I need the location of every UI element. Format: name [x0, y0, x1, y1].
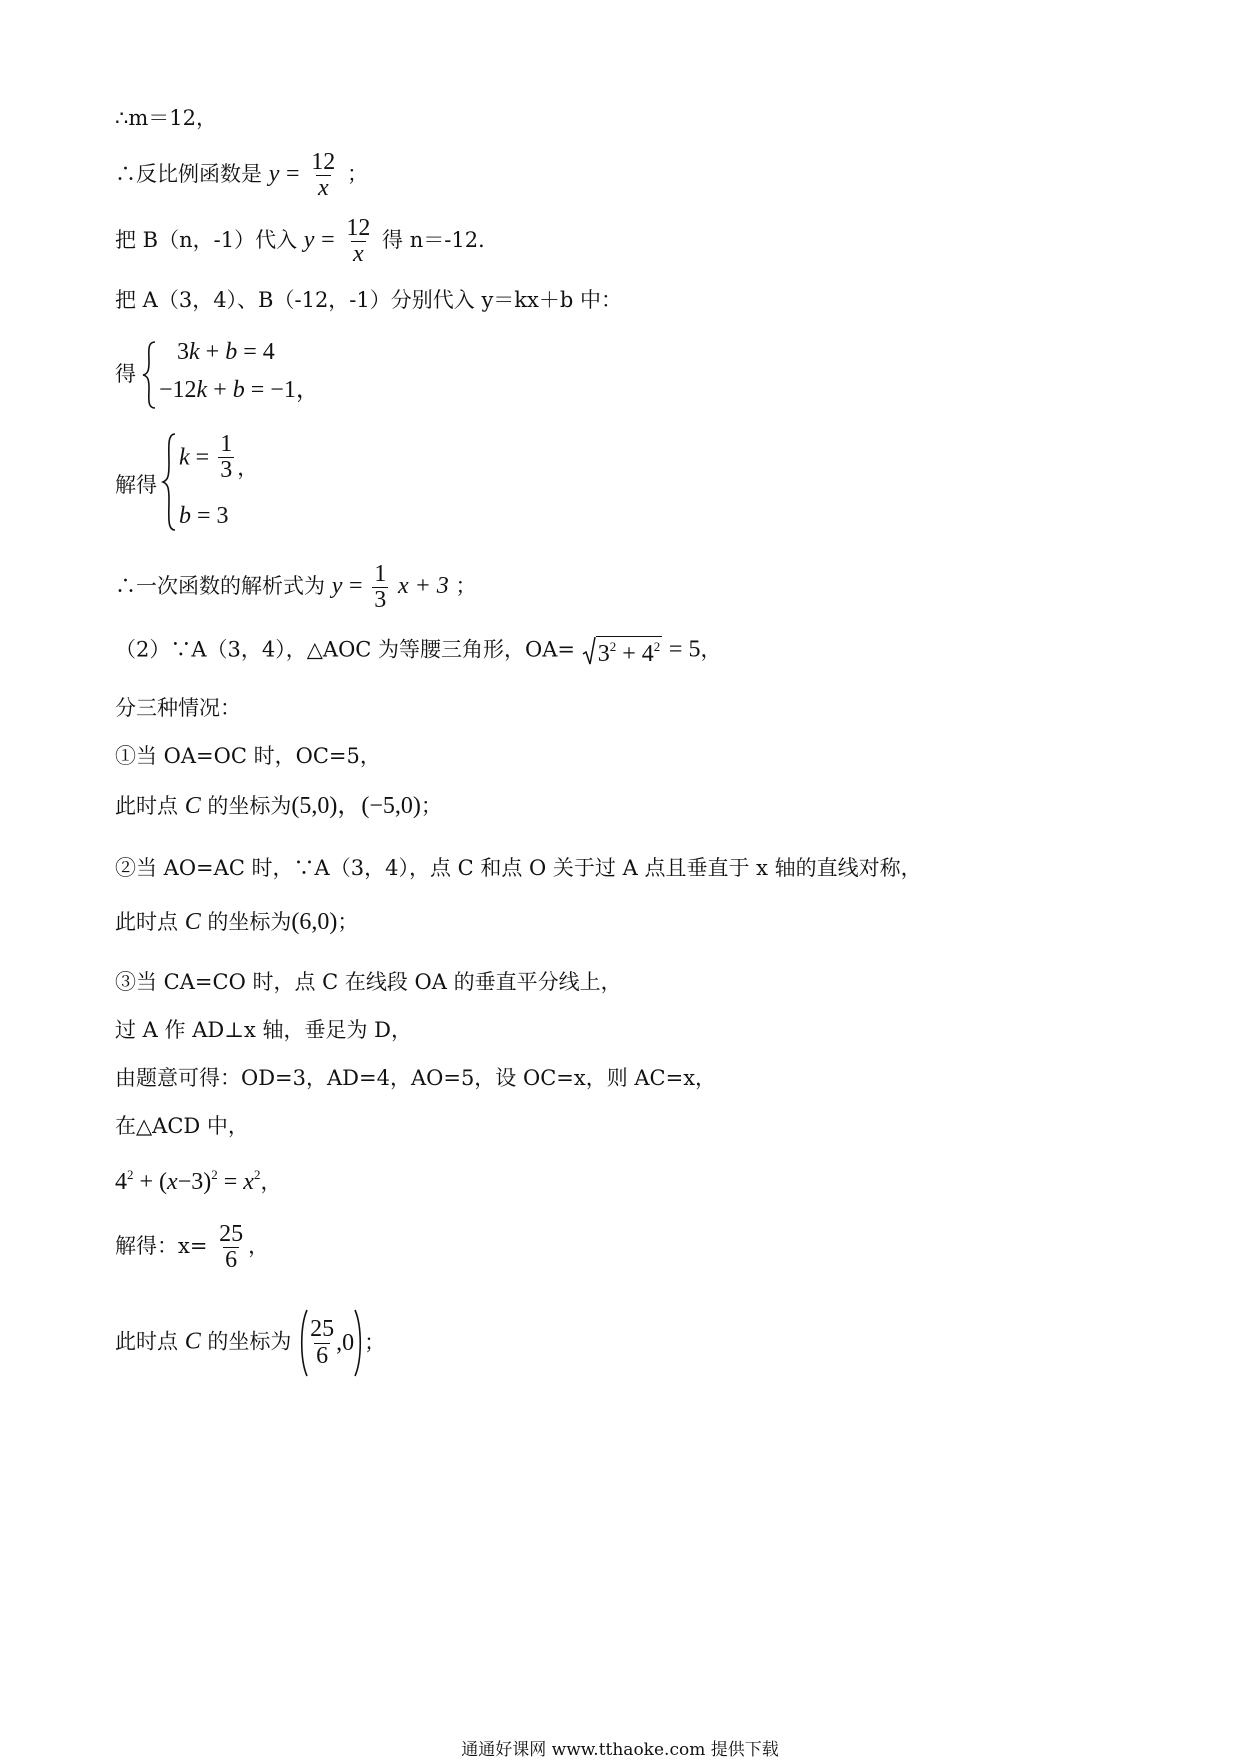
line-case3: ③当 CA=CO 时，点 C 在线段 OA 的垂直平分线上， — [115, 970, 622, 994]
left-brace — [161, 432, 177, 532]
comma: ， — [700, 637, 722, 662]
var-x: x — [167, 1169, 178, 1195]
left-brace — [141, 340, 157, 410]
footer-watermark: 通通好课网 www.tthaoke.com 提供下载 — [461, 1740, 779, 1760]
result: = 5 — [668, 636, 701, 663]
text: 此时点 — [115, 1329, 178, 1354]
coef: 3 — [177, 339, 189, 365]
numerator: 25 — [310, 1316, 335, 1343]
line-case3-coords — [115, 1308, 385, 1378]
exp: 2 — [127, 1167, 134, 1182]
fraction-12-over-x — [309, 150, 337, 201]
line-three-cases: 分三种情况： — [115, 696, 241, 720]
numerator: 1 — [374, 561, 387, 587]
var-b: b — [179, 503, 191, 529]
fraction-25-over-6 — [217, 1222, 245, 1273]
eq-sign: = — [286, 161, 300, 188]
exp: 2 — [609, 639, 617, 654]
text: 得 — [115, 362, 136, 386]
fraction-1-over-3 — [218, 432, 234, 483]
line-given: 由题意可得：OD=3，AD=4，AO=5，设 OC=x，则 AC=x， — [115, 1066, 717, 1090]
comma: ， — [248, 1234, 270, 1259]
eq-sign: = — [195, 444, 210, 471]
var-k: k — [189, 339, 200, 365]
denominator: 6 — [225, 1247, 238, 1274]
right-paren — [354, 1308, 364, 1378]
coordinates: (5,0)，(−5,0) — [291, 793, 421, 819]
coordinate-y: ,0 — [336, 1330, 355, 1356]
semicolon: ； — [420, 794, 442, 818]
eq-sign: = — [349, 573, 363, 600]
fraction-12-over-x — [344, 216, 372, 267]
line-case1-coords — [115, 794, 442, 818]
var-k: k — [196, 377, 208, 403]
radical-sign — [582, 636, 596, 666]
var-b: b — [232, 377, 245, 403]
denominator: 6 — [316, 1342, 329, 1369]
text: ； — [455, 574, 477, 599]
var-y: y — [303, 227, 315, 254]
text: 的坐标为 — [207, 910, 292, 934]
solution-b — [179, 504, 229, 528]
base: 4 — [115, 1169, 127, 1195]
base: + 4 — [622, 641, 654, 667]
fraction-25-over-6 — [308, 1317, 336, 1368]
plus: + — [213, 377, 227, 403]
exp: 2 — [211, 1167, 218, 1182]
text: ∴一次函数的解析式为 — [115, 574, 325, 599]
text: 解得 — [115, 473, 157, 497]
paren: ( — [159, 1169, 168, 1195]
line-substitute-ab: 把 A（3，4）、B（-12，-1）分别代入 y＝kx＋b 中： — [115, 288, 622, 312]
line-m-value: ∴m＝12， — [115, 106, 217, 130]
numerator: 1 — [220, 431, 233, 457]
var-y: y — [331, 573, 343, 600]
numerator: 12 — [346, 215, 371, 241]
line-linear-function — [115, 562, 477, 613]
text: 此时点 — [115, 794, 178, 818]
line-case1: ①当 OA=OC 时，OC=5， — [115, 744, 381, 768]
text: 把 B（n，-1）代入 — [115, 228, 298, 253]
linear-tail: x + 3 — [397, 573, 449, 600]
base: 3 — [597, 641, 610, 667]
var-c: C — [184, 793, 201, 819]
line-in-triangle: 在△ACD 中， — [115, 1114, 249, 1138]
coordinates: (6,0) — [291, 909, 338, 935]
semicolon: ； — [364, 1330, 386, 1355]
semicolon: ； — [337, 910, 359, 934]
line-inverse-function — [115, 150, 368, 201]
line-part2-oa — [115, 636, 721, 666]
line-solve-x — [115, 1222, 269, 1273]
text: 的坐标为 — [207, 794, 292, 818]
fraction-1-over-3 — [372, 562, 388, 613]
rhs: = 4 — [243, 339, 275, 365]
text: 的坐标为 — [207, 1329, 292, 1354]
exp: 2 — [253, 1167, 261, 1182]
var-c: C — [184, 1328, 201, 1355]
var-k: k — [179, 444, 190, 471]
plus: + — [139, 1169, 154, 1195]
comma: ， — [237, 456, 259, 481]
comma: ， — [260, 1170, 282, 1194]
var-c: C — [184, 909, 201, 935]
var-x: x — [243, 1169, 254, 1195]
line-draw-ad: 过 A 作 AD⊥x 轴，垂足为 D， — [115, 1018, 412, 1042]
left-paren — [298, 1308, 308, 1378]
denominator: 3 — [374, 587, 387, 614]
line-case2-coords — [115, 910, 358, 934]
sqrt-expression — [582, 636, 663, 666]
text: 得 n＝-12． — [382, 228, 500, 253]
var-b: b — [225, 339, 238, 365]
line-pythagoras-equation — [115, 1168, 281, 1194]
comma: ， — [295, 377, 320, 403]
rhs: = −1 — [250, 377, 296, 403]
system1-row2 — [159, 378, 320, 402]
text: 此时点 — [115, 910, 178, 934]
exp: 2 — [653, 639, 661, 654]
var-y: y — [268, 161, 280, 188]
radicand — [596, 636, 663, 666]
line-case2: ②当 AO=AC 时，∵A（3，4），点 C 和点 O 关于过 A 点且垂直于 x 轴的直线对称， — [115, 856, 922, 880]
rhs: = 3 — [197, 503, 229, 529]
paren-close: −3) — [177, 1169, 212, 1195]
text: （2）∵A（3，4），△AOC 为等腰三角形，OA= — [115, 637, 575, 662]
text: ； — [346, 162, 368, 187]
numerator: 25 — [219, 1221, 244, 1247]
line-substitute-b — [115, 216, 499, 267]
coef: −12 — [159, 377, 197, 403]
denominator: x — [353, 241, 364, 268]
solution-k — [179, 432, 258, 483]
denominator: 3 — [220, 457, 233, 484]
text: ∴反比例函数是 — [115, 162, 262, 187]
numerator: 12 — [311, 149, 336, 175]
system1-row1 — [159, 340, 275, 364]
eq-sign: = — [321, 227, 335, 254]
eq-sign: = — [223, 1169, 238, 1195]
plus: + — [205, 339, 220, 365]
denominator: x — [317, 175, 329, 202]
text: 解得：x= — [115, 1234, 208, 1259]
